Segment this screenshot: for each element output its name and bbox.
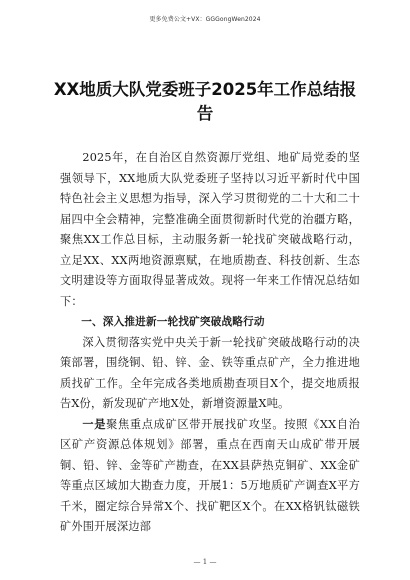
section-heading: 一、深入推进新一轮找矿突破战略行动 (81, 316, 265, 328)
document-title: XX地质大队党委班子2025年工作总结报告 (53, 80, 357, 123)
document-body (60, 148, 360, 538)
intro-paragraph: 2025年，在自治区自然资源厅党组、地矿局党委的坚强领导下，XX地质大队党委班子坚持以习近平新时代中国特色社会主义思想为指导，深入学习贯彻党的二十大和二十届四中全会精神，完整准确全面贯彻新时代党的治疆方略，聚焦XX工作总目标，主动服务新一轮找矿突破战略行动，立足XX、XX两地资源禀赋，在地质勘查、科技创新、生态文明建设等方面取得显著成效。现将一年来工作情况总结如下： (60, 151, 360, 308)
paragraph-lead: 一是 (82, 417, 107, 431)
body-paragraph-2 (60, 415, 360, 538)
body-paragraph: 深入贯彻落实党中央关于新一轮找矿突破战略行动的决策部署，围绕铜、铅、锌、金、铁等重点矿产，全力推进地质找矿工作。全年完成各类地质勘查项目X个，提交地质报告X份，新发现矿产地X处，新增资源量X吨。 (60, 335, 360, 410)
page-number: — 1 — (193, 558, 217, 566)
header-note: 更多免费公文+VX：GGGongWen2024 (149, 16, 261, 23)
paragraph-text: 聚焦重点成矿区带开展找矿攻坚。按照《XX自治区矿产资源总体规划》部署，重点在西南天山成矿带开展铜、铅、锌、金等矿产勘查，在XX县萨热克铜矿、XX金矿等重点区域加大勘查力度，开展1：5万地质矿产调查X平方千米，圈定综合异常X个、找矿靶区X个。在XX格钒钛磁铁矿外围开展深边部 (60, 417, 360, 533)
